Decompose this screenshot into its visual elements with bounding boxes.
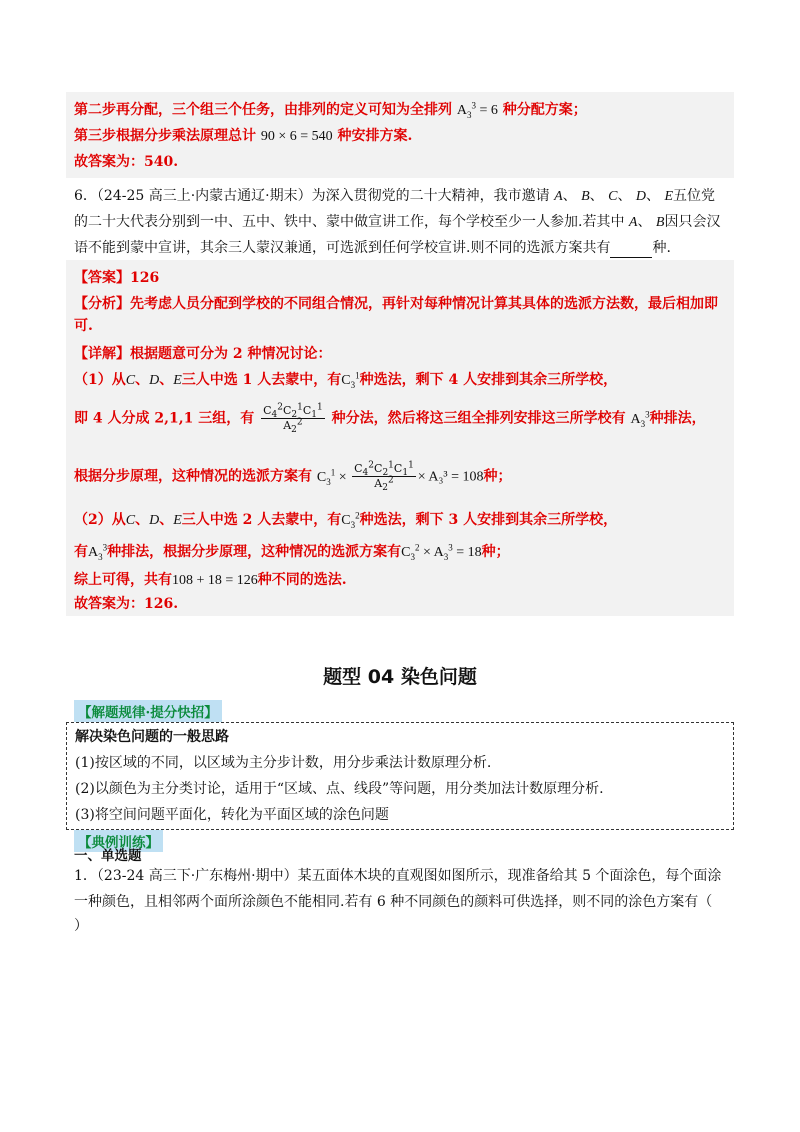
question-line: ） (74, 918, 88, 934)
question-line (74, 238, 671, 258)
math-expression: 90 × 6 = 540 (260, 129, 333, 144)
solution-text: 综上可得，共有 (74, 572, 172, 588)
solution-line (74, 126, 412, 147)
question-text: 五位党 (673, 188, 716, 204)
solution-text: 种选法，剩下 4 人安排到其余三所学校， (359, 372, 618, 388)
combination-expression: $C_3^1$ (341, 370, 360, 390)
solution-text: 第二步再分配，三个组三个任务，由排列的定义可知为全排列 (74, 102, 452, 118)
solution-text: 三人中选 2 人去蒙中，有 (181, 512, 342, 528)
solution-text: （2）从 (74, 512, 126, 528)
tips-box (66, 722, 734, 830)
solution-line (74, 100, 587, 121)
letter-b: B (655, 215, 665, 230)
solution-text: 种； (481, 544, 510, 560)
solution-line (74, 152, 178, 172)
summary-line (74, 570, 347, 591)
solution-text: 种； (483, 468, 512, 485)
solution-text: （1）从 (74, 372, 126, 388)
letter-a: A (628, 215, 638, 230)
letter-b: B (581, 189, 590, 204)
question-line: 的二十大代表分别到一中、五中、铁中、蒙中做宣讲工作，每个学校至少一人参加.若其中 A、 B因只会汉 (74, 214, 721, 230)
final-answer: 故答案为：540. (74, 154, 179, 170)
tip-item: (3)将空间问题平面化，转化为平面区域的涂色问题 (75, 807, 389, 823)
solution-text: 根据分步原理，这种情况的选派方案有 (74, 468, 312, 485)
letter-a: A (554, 189, 563, 204)
solution-text: 种排法， (649, 410, 706, 427)
tip-item: (2)以颜色为主分类讨论，适用于“区域、点、线段”等问题，用分类加法计数原理分析. (75, 781, 604, 797)
answer-block (66, 260, 734, 616)
solution-text: 三人中选 1 人去蒙中，有 (181, 372, 342, 388)
question-text: 因只会汉 (664, 214, 721, 230)
fraction-expression: $\frac{C_4^2C_2^1C_1^1}{A_2^2}$ (354, 460, 414, 494)
letter-c: C (608, 189, 618, 204)
permutation-expression: $A_3^3 = 6$ (456, 100, 498, 120)
math-expression: 108 + 18 = 126 (172, 573, 258, 588)
solution-text: 种分法，然后将这三组全排列安排这三所学校有 (331, 410, 626, 427)
solution-text: 种选法，剩下 3 人安排到其余三所学校， (359, 512, 618, 528)
letter-e: E (664, 189, 674, 204)
math-expression: = 18 (456, 545, 482, 560)
product-expression: $C_3^2 \times A_3^3$ (401, 542, 453, 562)
detail-header: 【详解】根据题意可分为 2 种情况讨论： (74, 346, 332, 362)
tips-heading: 解决染色问题的一般思路 (75, 729, 229, 745)
math-expression: × A₃³ = 108 (417, 469, 484, 485)
solution-text: 种安排方案. (337, 128, 413, 144)
case-1-line: （1）从C、D、E三人中选 1 人去蒙中，有$C_3^1$种选法，剩下 4 人安排到其余三所学校， (74, 370, 618, 390)
example-tag: 【典例训练】 (74, 830, 163, 852)
permutation-expression: $A_3^3$ (88, 542, 108, 562)
solution-text: 第三步根据分步乘法原理总计 (74, 128, 256, 144)
answer-blank (610, 243, 652, 258)
letter-d: D (149, 513, 160, 528)
solution-text: 种不同的选法. (257, 572, 347, 588)
case-1-line (74, 402, 706, 436)
letter-d: D (635, 189, 647, 204)
question-line: 一种颜色，且相邻两个面所涂颜色不能相同.若有 6 种不同颜色的颜料可供选择，则不同的涂色方案有（ (74, 894, 713, 910)
subheading: 一、单选题 (74, 848, 142, 864)
solution-text: 即 4 人分成 2,1,1 三组，有 (74, 410, 255, 427)
solution-block-previous (66, 92, 734, 178)
analysis-line: 【分析】先考虑人员分配到学校的不同组合情况，再针对每种情况计算其具体的选派方法数，最后相加即 (74, 296, 718, 312)
case-2-line: （2）从C、D、E三人中选 2 人去蒙中，有$C_3^2$种选法，剩下 3 人安排到其余三所学校， (74, 510, 618, 530)
case-1-line (74, 460, 512, 494)
case-2-line (74, 542, 510, 563)
section-title: 题型 04 染色问题 (323, 666, 477, 688)
product-expression: $C_3^1$ × (316, 466, 351, 487)
question-text: 6．（24-25 高三上·内蒙古通辽·期末）为深入贯彻党的二十大精神，我市邀请 (74, 188, 550, 204)
question-text: 种. (652, 240, 671, 256)
letter-d: D (149, 373, 160, 388)
question-text: 语不能到蒙中宣讲，其余三人蒙汉兼通，可选派到任何学校宣讲.则不同的选派方案共有 (74, 240, 611, 256)
combination-expression: $C_3^2$ (341, 510, 360, 530)
letter-e: E (173, 513, 182, 528)
tips-tag-wrap (74, 700, 222, 722)
letter-c: C (125, 513, 136, 528)
question-line: 1．（23-24 高三下·广东梅州·期中）某五面体木块的直观图如图所示，现准备给其 5 个面涂色，每个面涂 (74, 868, 722, 884)
question-line: 6．（24-25 高三上·内蒙古通辽·期末）为深入贯彻党的二十大精神，我市邀请 A、 B、 C、 D、 E五位党 (74, 188, 716, 204)
solution-text: 种分配方案； (502, 102, 587, 118)
tips-tag: 【解题规律·提分快招】 (74, 700, 222, 722)
solution-text: 种排法，根据分步原理，这种情况的选派方案有 (107, 544, 402, 560)
permutation-expression: $A_3^3$ (630, 408, 650, 429)
letter-c: C (125, 373, 136, 388)
solution-text: 有 (74, 544, 88, 560)
tip-item: (1)按区域的不同，以区域为主分步计数，用分步乘法计数原理分析. (75, 755, 492, 771)
answer-label: 【答案】126 (74, 270, 160, 286)
fraction-expression: $\frac{C_4^2C_2^1C_1^1}{A_2^2}$ (263, 402, 323, 436)
letter-e: E (173, 373, 182, 388)
analysis-line: 可. (74, 318, 93, 334)
question-text: 的二十大代表分别到一中、五中、铁中、蒙中做宣讲工作，每个学校至少一人参加.若其中 (74, 214, 625, 230)
final-answer: 故答案为：126. (74, 596, 179, 612)
